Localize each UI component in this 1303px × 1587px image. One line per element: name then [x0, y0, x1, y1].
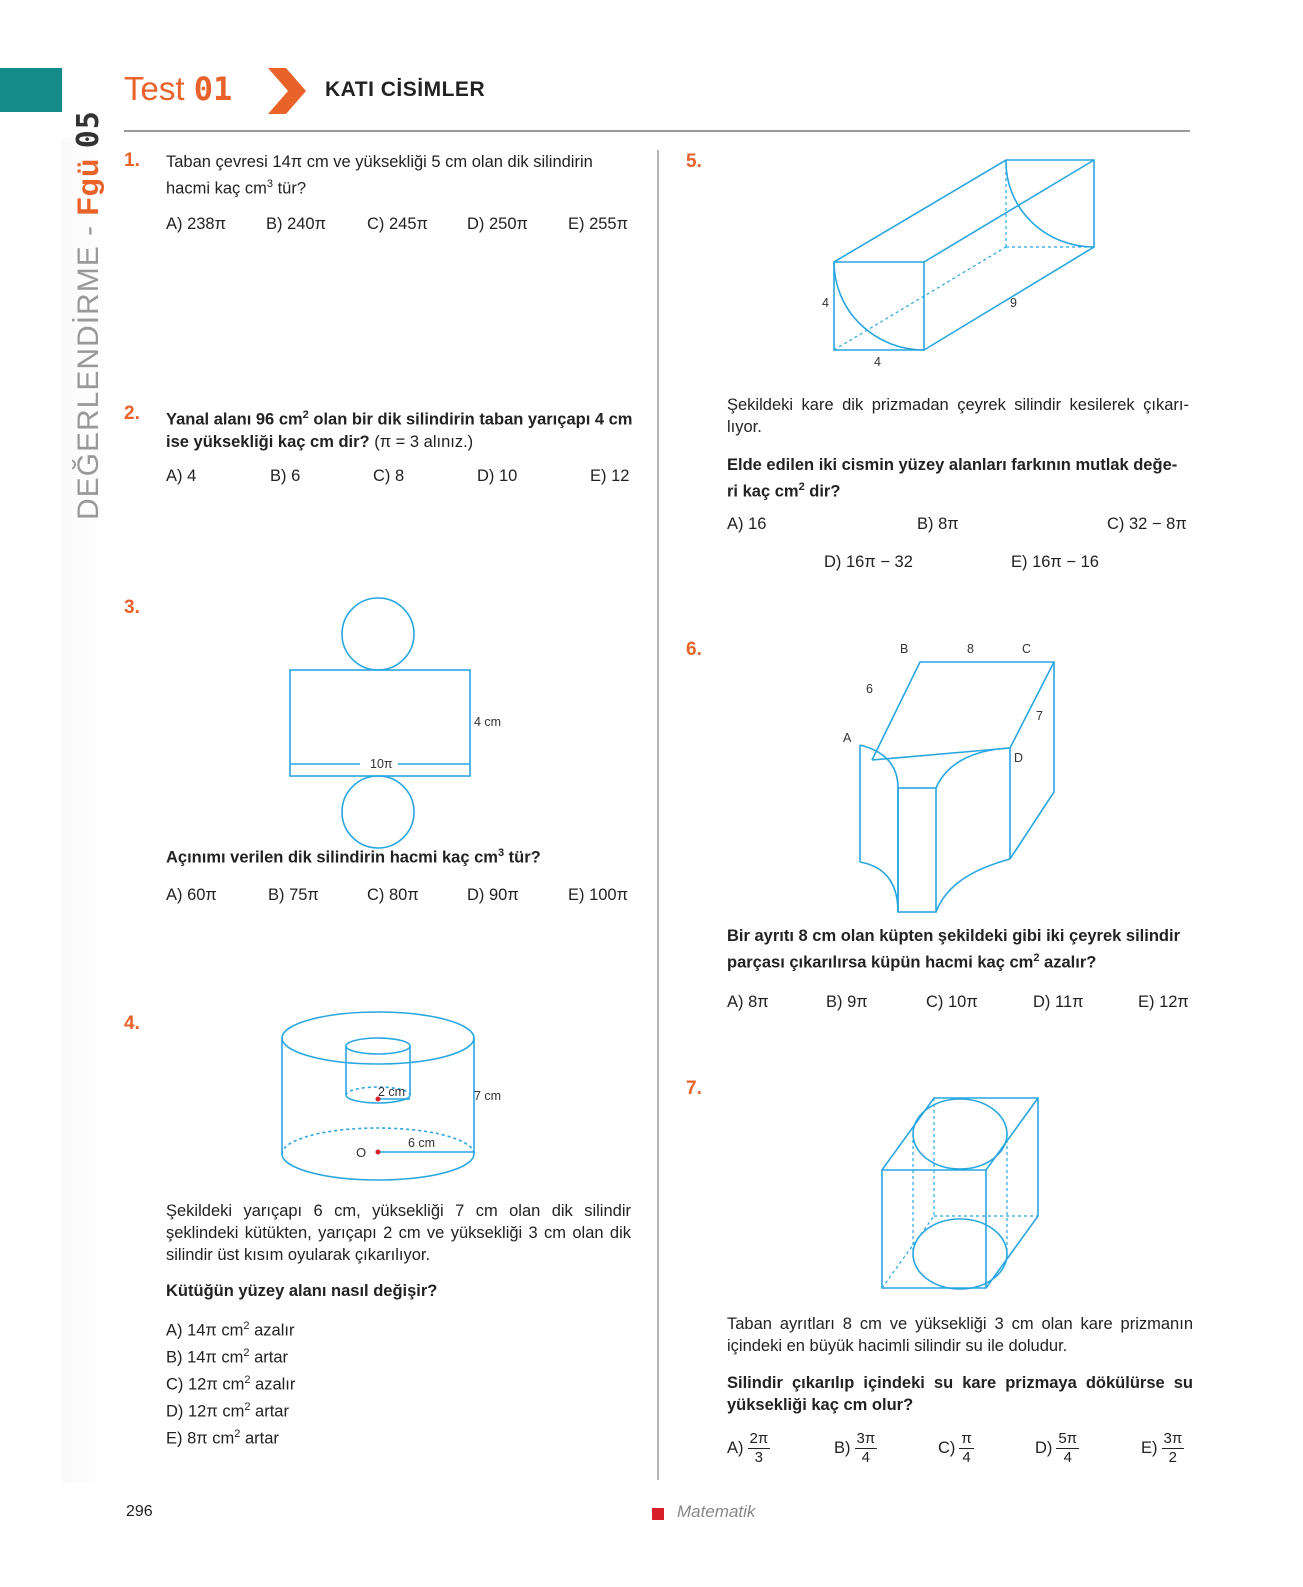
sidebar-section-label: DEĞERLENDİRME - Fgü 05 — [71, 110, 106, 520]
option-a[interactable]: A) 14π $cm^2$ azalır — [166, 1320, 295, 1340]
option-e[interactable]: E) 12 — [590, 467, 630, 485]
question-number: 5. — [686, 151, 702, 172]
question-1-text: Taban çevresi 14π cm ve yüksekliği 5 cm olan dik silindirin hacmi kaç $cm^3$ tür? — [166, 153, 593, 198]
figure-label-center: O — [356, 1145, 367, 1160]
square-prism-figure — [812, 152, 1102, 367]
hollowed-cylinder-figure — [270, 1010, 530, 1210]
figure-label-outer-radius: 6 cm — [408, 1136, 436, 1150]
question-number: 3. — [124, 597, 140, 618]
header-color-block — [0, 68, 62, 112]
question-7-text: Taban ayrıtları 8 cm ve yüksekliği 3 cm olan kare prizmanın içindeki en büyük hacimli silindir su ile doludur. — [727, 1315, 1193, 1355]
option-a[interactable]: A) 16 — [727, 515, 767, 533]
cylinder-net-figure — [280, 595, 540, 855]
option-d[interactable]: D) 250π — [467, 215, 528, 233]
prism-cylinder-figure — [872, 1096, 1047, 1296]
option-c[interactable]: C) 12π $cm^2$ azalır — [166, 1374, 296, 1394]
figure-label-width: 10π — [370, 757, 393, 771]
option-e[interactable]: E) 8π $cm^2$ artar — [166, 1428, 279, 1448]
footer-subject: Matematik — [677, 1502, 756, 1521]
figure-label-ab: 6 — [866, 682, 873, 696]
option-c[interactable]: C) $\frac{\pi}{4}$ — [938, 1430, 972, 1466]
footer-square-icon — [652, 1508, 664, 1520]
chevron-right-icon — [268, 68, 308, 114]
figure-label-d: D — [1014, 751, 1024, 765]
figure-label-height: 7 cm — [474, 1089, 502, 1103]
question-2-text: Yanal alanı 96 $cm^2$ olan bir dik silindirin taban yarıçapı 4 cm ise yüksekliği kaç cm dir? (π = 3 alınız.) — [166, 409, 633, 451]
option-b[interactable]: B) 6 — [270, 467, 301, 485]
question-4-text: Şekildeki yarıçapı 6 cm, yüksekliği 7 cm olan dik silindir şeklindeki kütükten, yarıçapı 2 cm ve yüksekliği 3 cm olan dik silindir üst kısım oyularak çıkarılıyor. — [166, 1202, 631, 1264]
option-e[interactable]: E) 12π — [1138, 993, 1189, 1011]
option-c[interactable]: C) 10π — [926, 993, 978, 1011]
option-c[interactable]: C) 8 — [373, 467, 405, 485]
cube-cut-figure — [843, 640, 1075, 925]
option-c[interactable]: C) 80π — [367, 886, 419, 904]
sidebar-icon-label: Fgü — [72, 157, 105, 216]
question-number: 7. — [686, 1078, 702, 1099]
figure-label-length: 9 — [1010, 296, 1017, 310]
question-3-text: Açınımı verilen dik silindirin hacmi kaç $cm^3$ tür? — [166, 847, 541, 867]
question-5-text: Şekildeki kare dik prizmadan çeyrek silindir kesilerek çıkarı-lıyor. — [727, 396, 1189, 436]
option-a[interactable]: A) $\frac{2\pi}{3}$ — [727, 1430, 769, 1466]
option-b[interactable]: B) 9π — [826, 993, 868, 1011]
option-e[interactable]: E) 100π — [568, 886, 628, 904]
option-e[interactable]: E) $\frac{3\pi}{2}$ — [1141, 1430, 1183, 1466]
option-d[interactable]: D) 16π − 32 — [824, 553, 913, 571]
question-number: 1. — [124, 150, 140, 171]
figure-label-side: 4 — [822, 296, 829, 310]
option-a[interactable]: A) 238π — [166, 215, 226, 233]
option-c[interactable]: C) 32 − 8π — [1107, 515, 1187, 533]
question-6-question: Bir ayrıtı 8 cm olan küpten şekildeki gibi iki çeyrek silindir parçası çıkarılırsa küpün hacmi kaç $cm^2$ azalır? — [727, 927, 1181, 972]
figure-label-height: 4 cm — [474, 715, 502, 729]
page-number: 296 — [126, 1503, 153, 1520]
question-5-question: Elde edilen iki cismin yüzey alanları farkının mutlak değe- ri kaç $cm^2$ dir? — [727, 456, 1178, 501]
figure-label-a: A — [843, 731, 852, 745]
option-a[interactable]: A) 60π — [166, 886, 217, 904]
option-b[interactable]: B) $\frac{3\pi}{4}$ — [834, 1430, 876, 1466]
test-title: Test 01 — [124, 70, 233, 108]
question-7-question: Silindir çıkarılıp içindeki su kare prizmaya dökülürse su yüksekliği kaç cm olur? — [727, 1374, 1193, 1414]
option-b[interactable]: B) 240π — [266, 215, 326, 233]
option-d[interactable]: D) $\frac{5\pi}{4}$ — [1035, 1430, 1078, 1466]
column-divider — [657, 150, 659, 1480]
question-4-question: Kütüğün yüzey alanı nasıl değişir? — [166, 1282, 438, 1300]
figure-label-cd: 7 — [1036, 709, 1043, 723]
question-number: 4. — [124, 1013, 140, 1034]
option-b[interactable]: B) 8π — [917, 515, 959, 533]
option-a[interactable]: A) 4 — [166, 467, 197, 485]
figure-label-bc: 8 — [967, 642, 974, 656]
option-e[interactable]: E) 16π − 16 — [1011, 553, 1099, 571]
option-d[interactable]: D) 12π $cm^2$ artar — [166, 1401, 289, 1421]
question-number: 6. — [686, 639, 702, 660]
option-d[interactable]: D) 90π — [467, 886, 519, 904]
figure-label-c: C — [1022, 642, 1032, 656]
option-d[interactable]: D) 11π — [1033, 993, 1084, 1011]
header-divider — [124, 130, 1190, 132]
figure-label-base: 4 — [874, 355, 881, 369]
option-c[interactable]: C) 245π — [367, 215, 428, 233]
figure-label-inner-radius: 2 cm — [378, 1085, 406, 1099]
option-b[interactable]: B) 75π — [268, 886, 319, 904]
topic-title: KATI CİSİMLER — [325, 78, 486, 101]
option-d[interactable]: D) 10 — [477, 467, 518, 485]
option-e[interactable]: E) 255π — [568, 215, 628, 233]
option-a[interactable]: A) 8π — [727, 993, 769, 1011]
option-b[interactable]: B) 14π $cm^2$ artar — [166, 1347, 289, 1367]
question-number: 2. — [124, 403, 140, 424]
figure-label-b: B — [900, 642, 909, 656]
